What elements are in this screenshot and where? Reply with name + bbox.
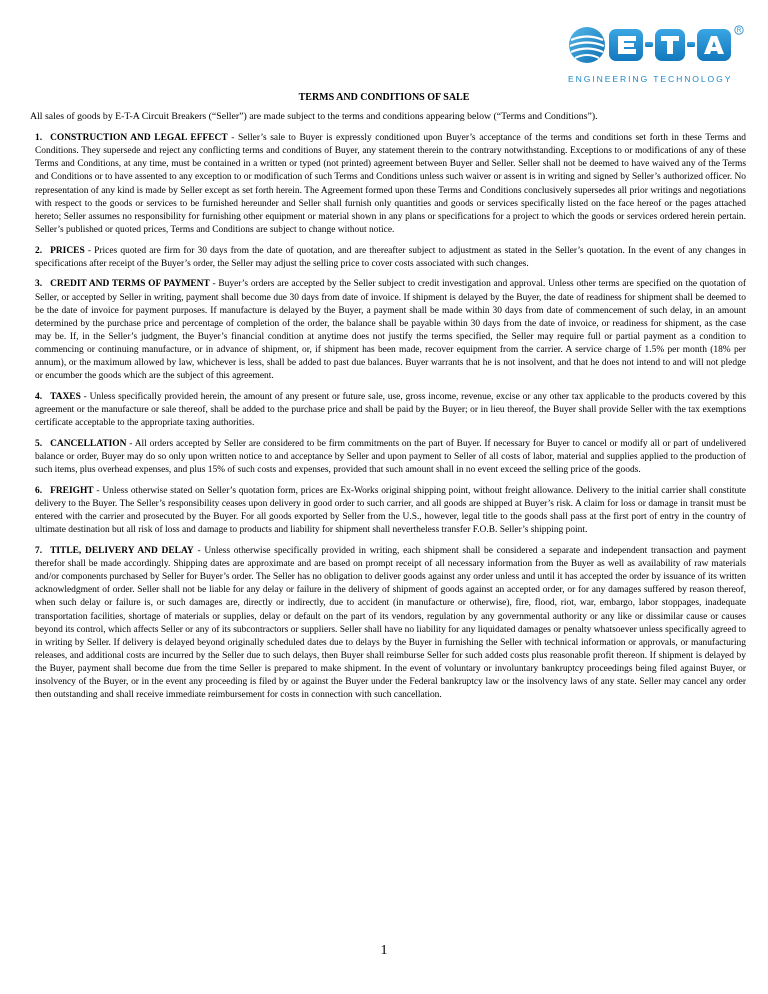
clause-number: 4. [35,391,43,402]
clause-heading: TITLE, DELIVERY AND DELAY [50,545,194,556]
clause-number: 3. [35,279,43,290]
clause-2 [35,245,746,271]
clause-number: 5. [35,438,43,449]
clause-heading: PRICES [50,245,85,256]
intro-paragraph: All sales of goods by E-T-A Circuit Breakers (“Seller”) are made subject to the terms and conditions appearing below (“Terms and Conditions”). [30,111,598,122]
clause-6 [35,485,746,538]
clause-4 [35,391,746,430]
clause-5 [35,438,746,477]
document-title: TERMS AND CONDITIONS OF SALE [298,92,470,103]
clause-1 [35,132,746,237]
clause-body: - All orders accepted by Seller are considered to be firm commitments on the part of Buyer. If necessary for Buyer to cancel or modify all or part of undelivered balance or order, Buyer may do so only upon written notice to and acceptance by Seller and upon payment to Seller of all costs of labor, material and supplies applied to the production of such items, plus overhead expenses, and plus 15% of such costs and expenses, provided that such amount shall in no event exceed the selling price of the goods. [35,438,746,476]
page-number: 1 [380,943,388,958]
clause-body: - Prices quoted are firm for 30 days from the date of quotation, and are thereafter subject to adjustment as stated in the Seller’s quotation. In the event of any changes in specifications after receipt of the Buyer’s order, the Seller may adjust the selling price to cover costs associated with such changes. [35,245,746,269]
clause-heading: FREIGHT [50,485,94,496]
eta-logo-graphic [568,24,748,74]
clause-3 [35,278,746,383]
clause-heading: CREDIT AND TERMS OF PAYMENT [50,279,210,290]
clause-number: 6. [35,485,43,496]
logo-tagline: ENGINEERING TECHNOLOGY [568,74,733,84]
globe-icon [569,27,605,63]
clause-7 [35,545,746,703]
clauses-list [35,132,746,710]
eta-logo [568,24,748,86]
clause-number: 1. [35,133,43,143]
clause-heading: TAXES [50,391,81,402]
svg-text:R: R [736,28,742,35]
brand-letters-graphic [609,29,731,61]
clause-number: 2. [35,245,43,256]
clause-body: - Buyer’s orders are accepted by the Seller subject to credit investigation and approval. Unless other terms are specified on the quotation of Seller, or accepted by Seller in writing, payment shall become due 30 days from date of invoice. If shipment is delayed by the Buyer, the date of readiness for shipment shall be deemed to be the date of invoice for payment purposes. If manufacture is delayed by the Buyer, a payment shall be made within 30 days from date of commencement of such delay, in an amount determined by the purchase price and percentage of completion of the order, the balance shall be payable within 30 days from the date of invoice, or readiness for shipment, as the case may be. If, in the Seller’s judgment, the Buyer’s financial condition at anytime does not justify the terms specified, the Seller may require full or partial payment as a condition to commencing or continuing manufacture, or in advance of shipment, or, if shipment has been made, recover equipment from the carrier. A service charge of 1.5% per month (18% per annum), or the maximum allowed by law, whichever is less, shall be added to past due balances. Buyer warrants that he is not insolvent, and that he does not intend to and will not pledge or encumber the goods which are the subject of this agreement. [35,279,746,382]
clause-body: - Unless specifically provided herein, the amount of any present or future sale, use, gross income, revenue, excise or any other tax applicable to the products covered by this agreement or the manufacture or sale thereof, shall be added to the purchase price and shall be paid by the Buyer; or in lieu thereof, the Buyer shall provide Seller with the tax exemptions certificate acceptable to the appropriate taxing authorities. [35,391,746,429]
clause-body: - Seller’s sale to Buyer is expressly conditioned upon Buyer’s acceptance of the terms and conditions set forth in these Terms and Conditions. They supersede and reject any conflicting terms and conditions of Buyer, any statement therein to the contrary notwithstanding. Exceptions to or modifications of any of these Terms and Conditions, at any time, must be contained in a written or typed (not printed) agreement between Buyer and Seller. Seller shall not be deemed to have waived any of the Terms and Conditions or to have assented to any exception to or modification of such Terms and Conditions unless such waiver or assent is in writing and signed by Seller’s authorized officer. No representation of any kind is made by Seller except as set forth herein. The Agreement formed upon these Terms and Conditions conclusively supersedes all prior writings and negotiations with respect to the goods or services to be furnished hereunder and Seller shall furnish only quantities and goods or services specifically listed on the face hereof or the pages attached hereto; Seller assumes no responsibility for furnishing other equipment or material shown in any plans or specifications for a project to which the goods or services ordered herein pertain. Seller’s published or quoted prices, Terms and Conditions are subject to change without notice. [35,133,746,236]
clause-heading: CANCELLATION [50,438,127,449]
clause-body: - Unless otherwise specifically provided in writing, each shipment shall be considered a separate and independent transaction and payment therefor shall be made accordingly. Shipping dates are approximate and are based on prompt receipt of all necessary information from the Buyer as well as availability of raw materials and/or components purchased by Seller for Buyer’s order. The Seller has no obligation to deliver goods against any order unless and until it has accepted the order by issuance of its written acknowledgment of order. Seller shall not be liable for any delay or failure in the delivery of shipment of goods against an accepted order, or for any damages suffered by reason thereof, when such delay or failure is, or such damages are, directly or indirectly, due to accident (in manufacture or otherwise), fire, flood, riot, war, embargo, labor stoppages, inadequate transportation facilities, shortage of materials or supplies, delay or default on the part of its vendors, regulation by any governmental authority or any like or dissimilar cause or causes beyond its control, which affects Seller or any of its subcontractors or suppliers. Seller shall have no liability for any liquidated damages or penalty whatsoever unless specifically agreed to in writing by Seller. If delivery is delayed beyond originally scheduled dates due to delays by the Buyer in furnishing the Seller with technical information or approvals, or manufacturing releases, and additional costs are incurred by the Seller due to such delays, then Buyer shall reimburse Seller for such added costs plus reasonable profit thereon. If shipment is delayed by the Buyer, payment shall become due from the time Seller is prepared to make shipment. In the event of voluntary or involuntary bankruptcy proceedings being filed against Buyer, or insolvency of the Buyer, or in the event any proceeding is filed by or against the Buyer under the Federal bankruptcy law or the insolvency laws of any state. Seller may cancel any order then outstanding and shall receive immediate reimbursement for costs in connection with such cancellation. [35,545,746,701]
clause-body: - Unless otherwise stated on Seller’s quotation form, prices are Ex-Works original shipping point, without freight allowance. Delivery to the initial carrier shall constitute delivery to the Buyer. The Seller’s responsibility ceases upon delivery in good order to such carrier, and all goods are shipped at Buyer’s risk. A claim for loss or damage in transit must be entered with the carrier and prosecuted by the Buyer. For all goods exported by Seller from the U.S., however, legal title to the goods shall pass at the first port of entry in the country of ultimate destination but all risk of loss and damage to products and liability for shipment shall nevertheless transfer F.O.B. Seller’s shipping point. [35,485,746,536]
clause-number: 7. [35,545,43,556]
clause-heading: CONSTRUCTION AND LEGAL EFFECT [50,133,228,143]
